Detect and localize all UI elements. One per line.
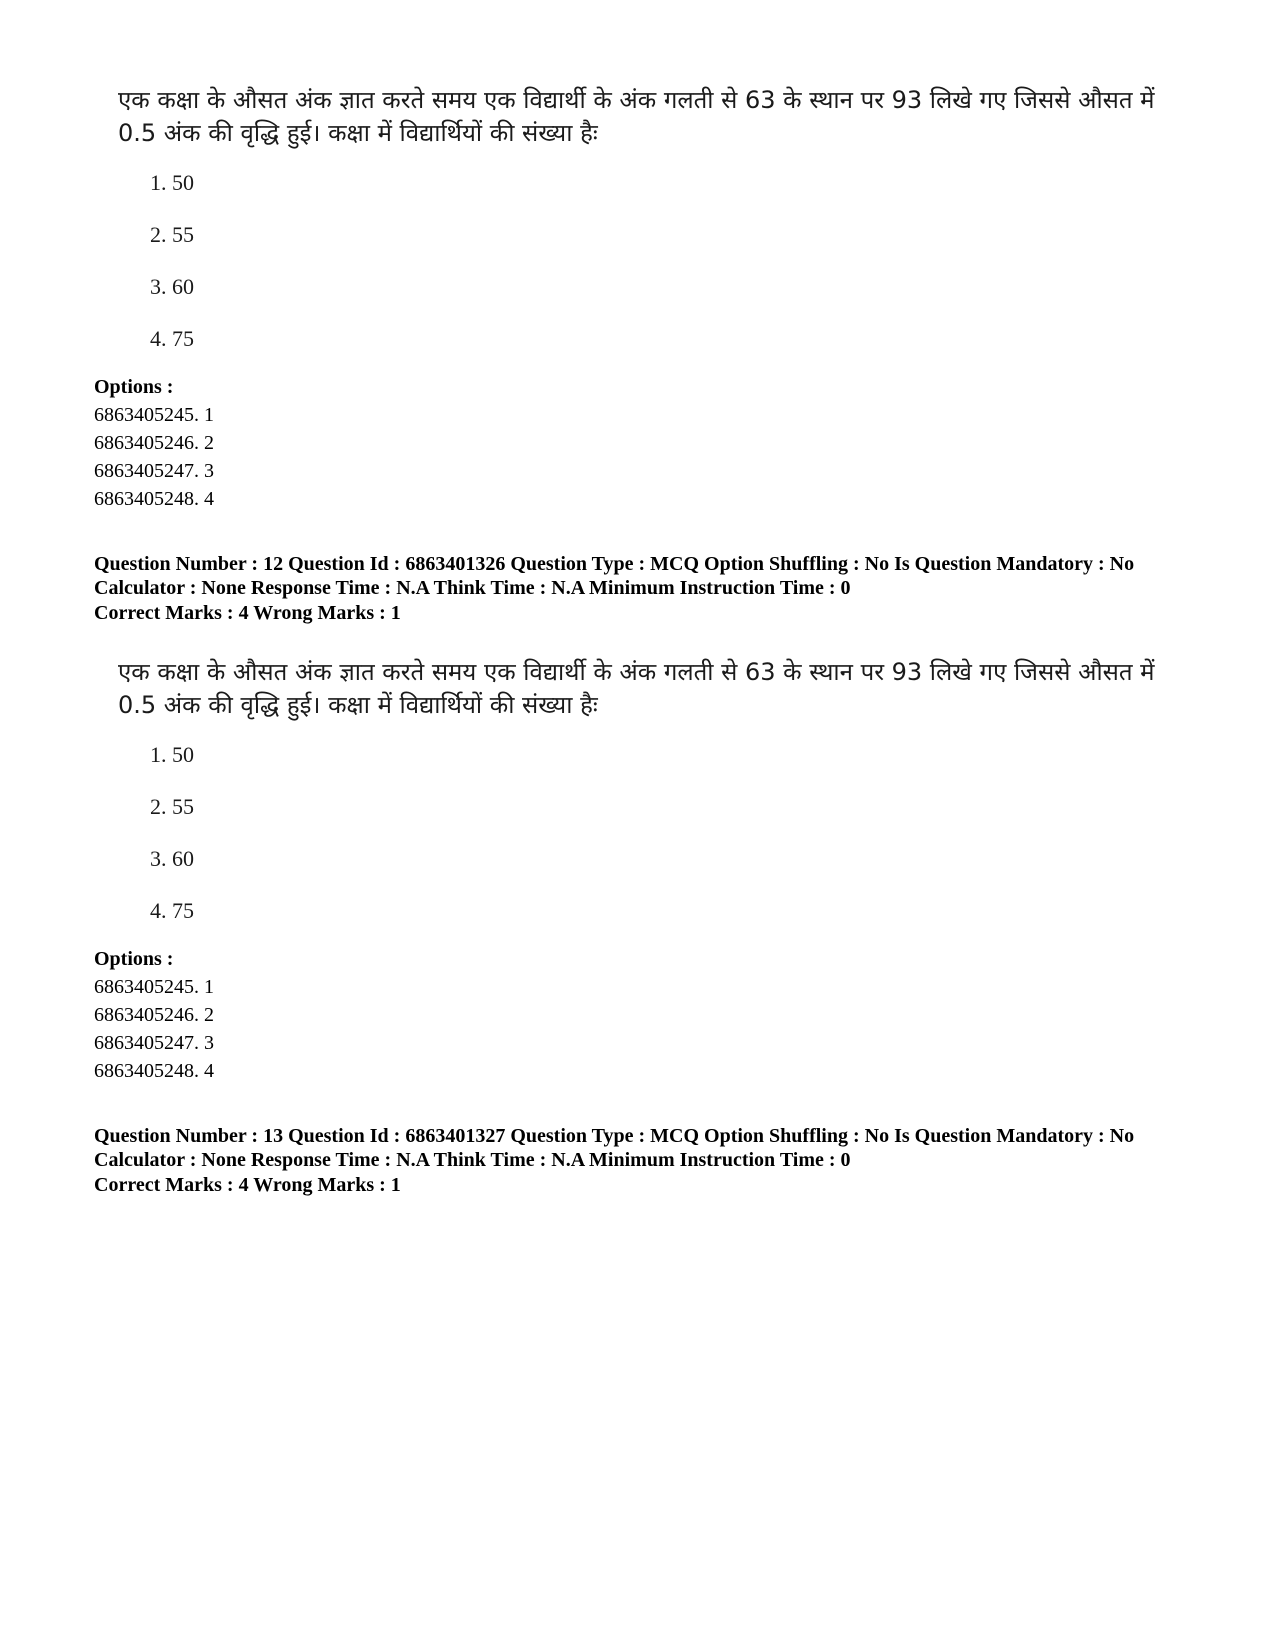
- marks-line: Correct Marks : 4 Wrong Marks : 1: [94, 1174, 401, 1196]
- choice-2: 2. 55: [150, 222, 194, 247]
- choice-4: 4. 75: [150, 326, 194, 351]
- choice-1: 1. 50: [150, 170, 194, 195]
- choice-3: 3. 60: [150, 274, 194, 299]
- question-meta: Question Number : 12 Question Id : 6863401326 Question Type : MCQ Option Shuffling : No Is Question Mandatory : No Calculator : None Response Time : N.A Think Time : N.A Minimum Instruction Time : 0: [94, 553, 1135, 599]
- option-line: 6863405247. 3: [94, 1032, 214, 1054]
- question-meta: Question Number : 13 Question Id : 6863401327 Question Type : MCQ Option Shuffling : No Is Question Mandatory : No Calculator : None Response Time : N.A Think Time : N.A Minimum Instruction Time : 0: [94, 1125, 1135, 1171]
- option-line: 6863405246. 2: [94, 432, 214, 454]
- marks-line: Correct Marks : 4 Wrong Marks : 1: [94, 602, 401, 624]
- choice-3: 3. 60: [150, 846, 194, 871]
- choice-4: 4. 75: [150, 898, 194, 923]
- option-line: 6863405245. 1: [94, 404, 214, 426]
- option-line: 6863405248. 4: [94, 1060, 214, 1082]
- options-label: Options :: [94, 948, 174, 970]
- choice-2: 2. 55: [150, 794, 194, 819]
- option-line: 6863405247. 3: [94, 460, 214, 482]
- option-line: 6863405246. 2: [94, 1004, 214, 1026]
- choice-1: 1. 50: [150, 742, 194, 767]
- option-line: 6863405248. 4: [94, 488, 214, 510]
- question-text: एक कक्षा के औसत अंक ज्ञात करते समय एक विद्यार्थी के अंक गलती से 63 के स्थान पर 93 लिखे गए जिससे औसत में 0.5 अंक की वृद्धि हुई। कक्षा में विद्यार्थियों की संख्या हैः: [118, 86, 1155, 147]
- question-text: एक कक्षा के औसत अंक ज्ञात करते समय एक विद्यार्थी के अंक गलती से 63 के स्थान पर 93 लिखे गए जिससे औसत में 0.5 अंक की वृद्धि हुई। कक्षा में विद्यार्थियों की संख्या हैः: [118, 658, 1155, 719]
- option-line: 6863405245. 1: [94, 976, 214, 998]
- options-label: Options :: [94, 376, 174, 398]
